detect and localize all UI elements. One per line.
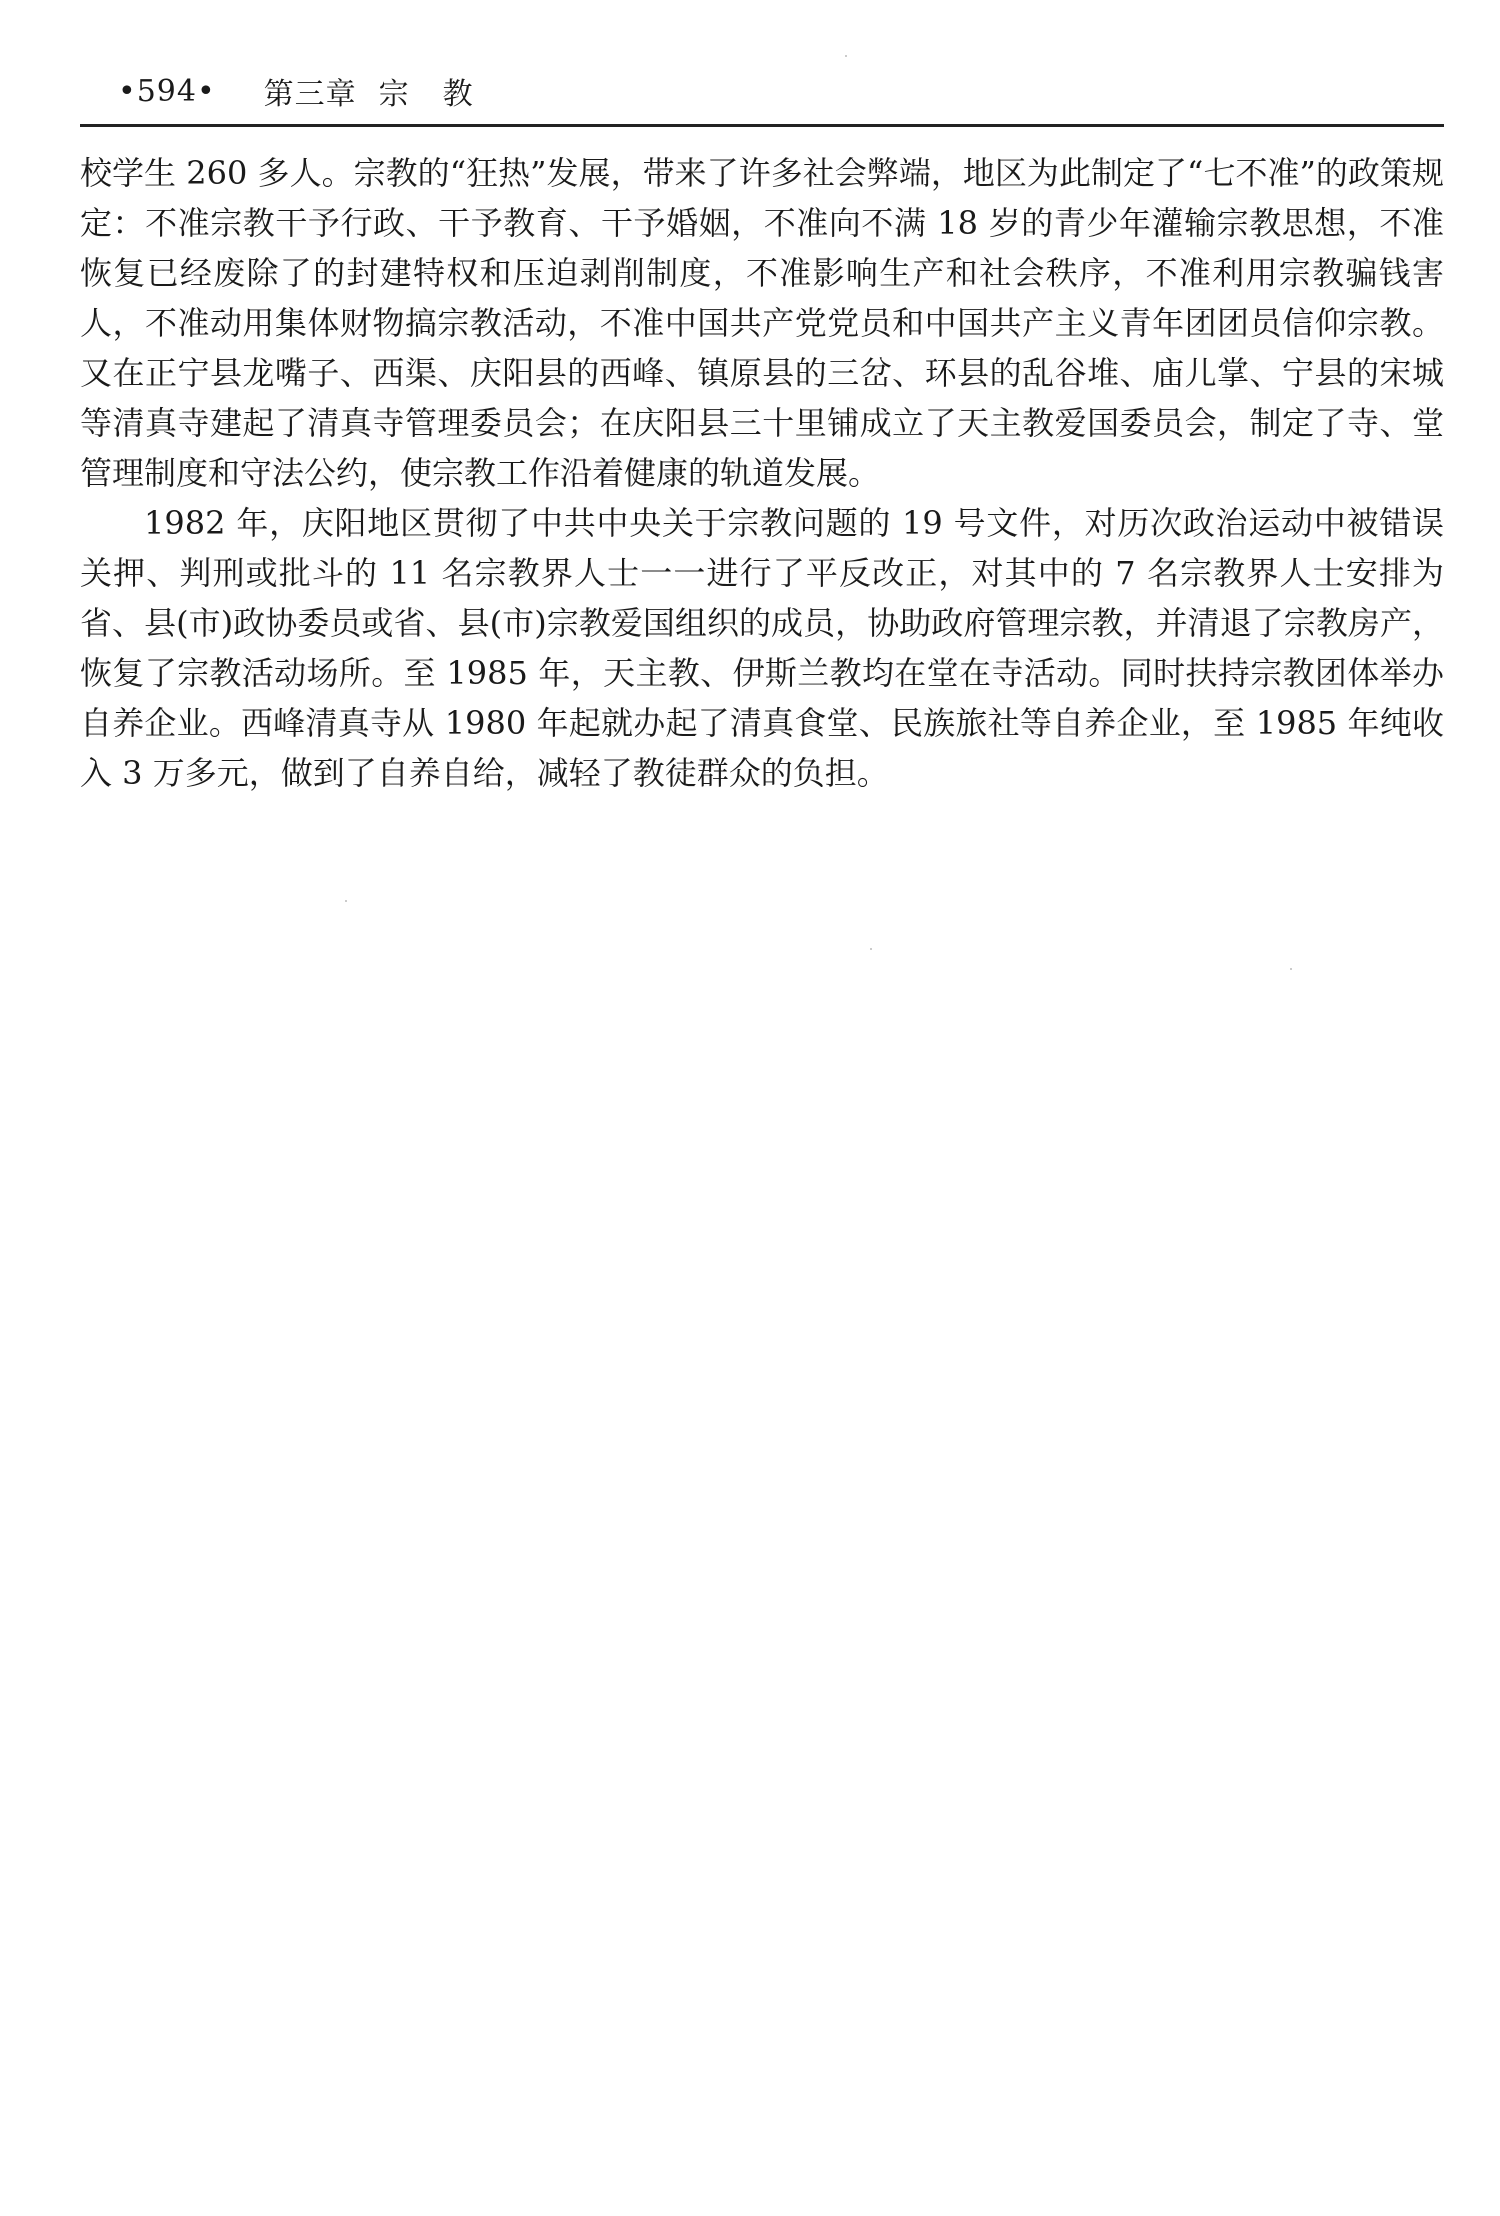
header-rule [80,124,1444,127]
scan-speck [870,948,872,950]
section-title: 宗教 [378,77,507,112]
scan-speck [845,55,847,57]
paragraph: 1982 年，庆阳地区贯彻了中共中央关于宗教问题的 19 号文件，对历次政治运动中被错误关押、判刑或批斗的 11 名宗教界人士一一进行了平反改正，对其中的 7 名宗教界人士安排为省、县(市)政协委员或省、县(市)宗教爱国组织的成员，协助政府管理宗教，并清退了宗教房产，恢复了宗教活动场所。至 1985 年，天主教、伊斯兰教均在堂在寺活动。同时扶持宗教团体举办自养企业。西峰清真寺从 1980 年起就办起了清真食堂、民族旅社等自养企业，至 1985 年纯收入 3 万多元，做到了自养自给，减轻了教徒群众的负担。 [80,504,1444,792]
running-header [118,66,507,116]
chapter-title: 第三章 [263,77,357,112]
scan-speck [1290,968,1292,970]
scan-speck [345,900,347,902]
paragraph-continued: 校学生 260 多人。宗教的“狂热”发展，带来了许多社会弊端，地区为此制定了“七不准”的政策规定：不准宗教干予行政、干予教育、干予婚姻，不准向不满 18 岁的青少年灌输宗教思想，不准恢复已经废除了的封建特权和压迫剥削制度，不准影响生产和社会秩序，不准利用宗教骗钱害人，不准动用集体财物搞宗教活动，不准中国共产党党员和中国共产主义青年团团员信仰宗教。又在正宁县龙嘴子、西渠、庆阳县的西峰、镇原县的三岔、环县的乱谷堆、庙儿掌、宁县的宋城等清真寺建起了清真寺管理委员会；在庆阳县三十里铺成立了天主教爱国委员会，制定了寺、堂管理制度和守法公约，使宗教工作沿着健康的轨道发展。 [80,154,1444,492]
body-text [80,148,1444,798]
page-number: •594• [118,73,216,109]
